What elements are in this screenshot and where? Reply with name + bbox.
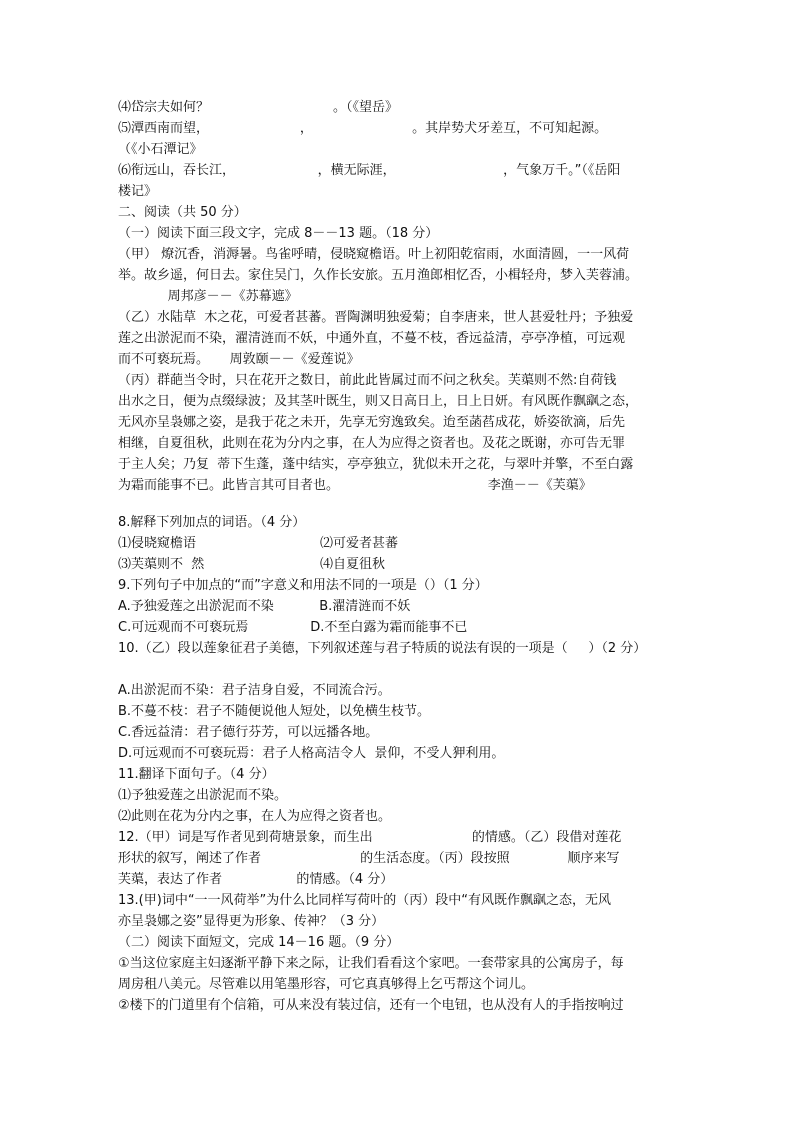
text-line: ⑴予独爱莲之出淤泥而不染。 [118, 788, 288, 803]
text-line: D.可远观而不可亵玩焉：君子人格高洁令人 景仰，不受人狎利用。 [118, 746, 505, 761]
text-line: B.不蔓不枝：君子不随便说他人短处，以免横生枝节。 [118, 704, 431, 719]
text-line: 亦呈袅娜之姿”显得更为形象、传神？（3 分） [118, 914, 385, 929]
text-line: 而不可亵玩焉。 周敦颐－－《爱莲说》 [118, 352, 360, 367]
text-line: ⑴侵晓窥檐语 ⑵可爱者甚蕃 [118, 536, 398, 551]
text-line: A.出淤泥而不染：君子洁身自爱，不同流合污。 [118, 683, 391, 698]
text-line: A.予独爱莲之出淤泥而不染 B.濯清涟而不妖 [118, 599, 411, 614]
text-line: 相继，自夏徂秋，此则在花为分内之事，在人为应得之资者也。及花之既谢，亦可告无罪 [118, 436, 626, 451]
text-line: 莲之出淤泥而不染，濯清涟而不妖，中通外直，不蔓不枝，香远益清，亭亭净植，可远观 [118, 331, 626, 346]
text-line: （乙）水陆草 木之花，可爱者甚蕃。晋陶渊明独爱菊；自李唐来，世人甚爱牡丹；予独爱 [118, 310, 634, 325]
text-line: ⑷岱宗夫如何？ 。（《望岳》 [118, 100, 398, 115]
text-line: 无风亦呈袅娜之姿，是我于花之未开，先享无穷逸致矣。迨至菡萏成花，娇姿欲滴，后先 [118, 415, 626, 430]
question-10: 10.（乙）段以莲象征君子美德，下列叙述莲与君子特质的说法有误的一项是（ ）（2 分） [118, 641, 647, 656]
text-line: 芙蕖，表达了作者 的情感。（4 分） [118, 872, 394, 887]
text-line: C.香远益清：君子德行芬芳，可以远播各地。 [118, 725, 379, 740]
question-9: 9.下列句子中加点的“而”字意义和用法不同的一项是（）（1 分） [118, 578, 488, 593]
text-line: （甲） 燎沉香，消溽暑。鸟雀呼晴，侵晓窥檐语。叶上初阳乾宿雨，水面清圆，一一风荷 [118, 247, 630, 262]
text-line: （一）阅读下面三段文字，完成 8－－13 题。（18 分） [118, 226, 439, 241]
text-line: 于主人矣；乃复 蒂下生蓬，蓬中结实，亭亭独立，犹似未开之花，与翠叶并擎，不至白露 [118, 457, 634, 472]
text-line: C.可远观而不可亵玩焉 D.不至白露为霜而能事不已 [118, 620, 468, 635]
text-line: 为霜而能事不已。此皆言其可目者也。 李渔－－《芙蕖》 [118, 478, 592, 493]
text-line: ①当这位家庭主妇逐渐平静下来之际，让我们看看这个家吧。一套带家具的公寓房子，每 [118, 956, 624, 971]
text-line: 出水之日，便为点缀绿波；及其茎叶既生，则又日高日上，日上日妍。有风既作飘飖之态， [118, 394, 639, 409]
question-12: 12.（甲）词是写作者见到荷塘景象，而生出 的情感。（乙）段借对莲花 [118, 830, 622, 845]
section-heading: 二、阅读（共 50 分） [118, 205, 247, 220]
question-8: 8.解释下列加点的词语。（4 分） [118, 515, 306, 530]
text-line: ⑹衔远山，吞长江， ，横无际涯， ，气象万千。”（《岳阳 [118, 163, 621, 178]
text-line: （《小石潭记》 [118, 142, 203, 157]
text-line: 楼记》 [118, 184, 158, 199]
text-line: 周邦彦－－《苏幕遮》 [118, 289, 298, 304]
text-line: 周房租八美元。尽管难以用笔墨形容，可它真真够得上乞丐帮这个词儿。 [118, 977, 535, 992]
text-line: 形状的叙写，阐述了作者 的生活态度。（丙）段按照 顺序来写 [118, 851, 620, 866]
question-13: 13.(甲)词中“一一风荷举”为什么比同样写荷叶的（丙）段中“有风既作飘飖之态，无风 [118, 893, 612, 908]
question-11: 11.翻译下面句子。（4 分） [118, 767, 275, 782]
text-line: （丙）群葩当令时，只在花开之数日，前此此皆属过而不问之秋矣。芙蕖则不然:自荷钱 [118, 373, 617, 388]
section-heading: （二）阅读下面短文，完成 14－16 题。（9 分） [118, 935, 400, 950]
text-line: ⑸潭西南而望， ， 。其岸势犬牙差互，不可知起源。 [118, 121, 608, 136]
text-line: ⑵此则在花为分内之事，在人为应得之资者也。 [118, 809, 392, 824]
text-line: ⑶芙蕖则不 然 ⑷自夏徂秋 [118, 557, 385, 572]
text-line: ②楼下的门道里有个信箱，可从来没有装过信，还有一个电钮，也从没有人的手指按响过 [118, 998, 624, 1013]
text-line: 举。故乡遥，何日去。家住吴门，久作长安旅。五月渔郎相忆否，小楫轻舟，梦入芙蓉浦。 [118, 268, 639, 283]
